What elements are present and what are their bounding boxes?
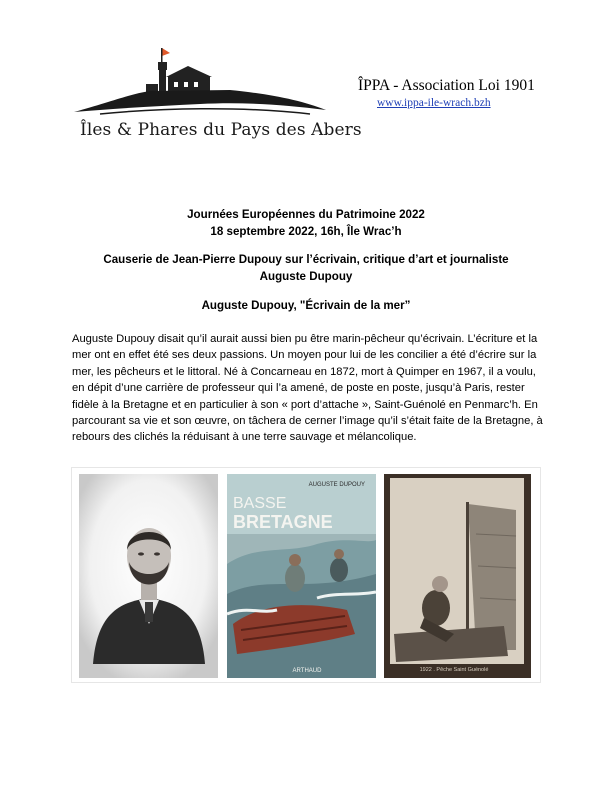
photo-caption: 1922 . Pêche Saint Guénolé <box>419 667 489 673</box>
talk-title-line2: Auguste Dupouy <box>259 269 353 283</box>
book-cover-photo <box>227 474 376 678</box>
website-link[interactable]: www.ippa-ile-wrach.bzh <box>377 97 491 109</box>
photo-strip <box>71 467 541 683</box>
event-title-line1: Journées Européennes du Patrimoine 2022 <box>187 208 425 221</box>
book-author: AUGUSTE DUPOUY <box>308 482 365 488</box>
book-publisher: ARTHAUD <box>292 668 322 674</box>
logo-text: Îles & Phares du Pays des Abers <box>80 120 362 140</box>
book-title-line2: BRETAGNE <box>233 512 333 532</box>
talk-title <box>72 252 540 285</box>
talk-subtitle: Auguste Dupouy, "Écrivain de la mer” <box>201 299 411 312</box>
book-title-line1: BASSE <box>233 495 287 512</box>
island-lighthouse-icon <box>70 44 330 124</box>
portrait-photo <box>79 474 218 678</box>
event-title <box>72 207 540 240</box>
description-paragraph: Auguste Dupouy disait qu’il aurait aussi bien pu être marin-pêcheur qu’écrivain. L’écriture et la mer ont en effet été ses deux passions. Un moyen pour lui de les concilier a été d’écrire sur la mer, les pêcheurs et le littoral. Né à Concarneau en 1872, mort à Quimper en 1967, il a voulu, en dépit d’une carrière de professeur qui l’a amené, de poste en poste, jusqu’à Paris, rester fidèle à la Bretagne et en particulier à son « port d’attache », Saint-Guénolé en Penmarc’h. En parcourant sa vie et son œuvre, on tâchera de cerner l’image qu’il s’était faite de la Bretagne, à rebours des clichés la réduisant à une terre sauvage et mélancolique. <box>72 333 543 444</box>
ippa-logo <box>70 44 362 154</box>
sailing-photo <box>384 474 531 678</box>
association-name: ÎPPA - Association Loi 1901 <box>358 77 535 94</box>
talk-title-line1: Causerie de Jean-Pierre Dupouy sur l’écrivain, critique d’art et journaliste <box>103 253 509 266</box>
event-title-line2: 18 septembre 2022, 16h, Île Wrac’h <box>210 224 402 238</box>
